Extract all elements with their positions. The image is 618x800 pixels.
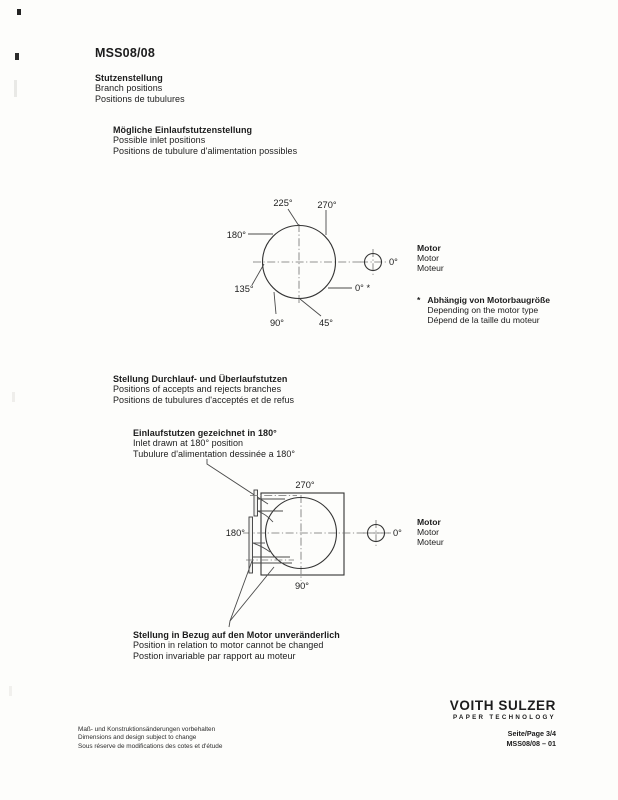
scan-artifact bbox=[17, 9, 21, 15]
section-title-fr: Positions de tubulures bbox=[95, 93, 185, 104]
change-disclaimer bbox=[78, 726, 222, 751]
footnote-de: Abhängig von Motorbaugröße bbox=[427, 295, 551, 305]
inlet-positions-heading bbox=[113, 125, 297, 156]
motor-label-de: Motor bbox=[417, 517, 441, 527]
position-note-fr: Postion invariable par rapport au moteur bbox=[133, 650, 296, 661]
inlet-flange-assembly bbox=[246, 490, 297, 573]
disclaimer-fr: Sous réserve de modifications des cotes et d'étude bbox=[78, 742, 223, 750]
branch-positions-diagram bbox=[195, 455, 410, 632]
angle-label-135: 135° bbox=[234, 284, 254, 294]
position-note-block bbox=[133, 630, 340, 661]
angle-label-0-motor: 0° bbox=[393, 528, 402, 538]
page-number: Seite/Page 3/4 bbox=[507, 729, 556, 738]
motor-label-block-2 bbox=[417, 517, 444, 548]
angle-label-270: 270° bbox=[295, 480, 315, 490]
page-reference-block bbox=[506, 729, 556, 750]
company-logo bbox=[450, 698, 556, 721]
angle-label-0-motor: 0° bbox=[389, 257, 398, 267]
motor-label-en: Motor bbox=[417, 253, 439, 264]
angle-label-180: 180° bbox=[225, 528, 245, 538]
scan-artifact bbox=[9, 686, 12, 696]
disclaimer-en: Dimensions and design subject to change bbox=[78, 734, 197, 742]
angle-label-45: 45° bbox=[318, 318, 334, 328]
section-title-block bbox=[95, 73, 185, 104]
upper-flange-plate bbox=[254, 490, 258, 516]
angle-label-90: 90° bbox=[269, 318, 285, 328]
scan-artifact bbox=[12, 392, 15, 402]
footnote-en: Depending on the motor type bbox=[427, 305, 539, 316]
motor-shaft-icon bbox=[360, 249, 387, 275]
scan-artifact bbox=[15, 53, 19, 60]
angle-label-270: 270° bbox=[317, 200, 337, 210]
angle-label-180: 180° bbox=[226, 230, 246, 240]
document-reference: MSS08/08 – 01 bbox=[506, 739, 556, 749]
inlet-heading-de: Mögliche Einlaufstutzenstellung bbox=[113, 125, 253, 135]
disclaimer-de: Maß- und Konstruktionsänderungen vorbehalten bbox=[78, 726, 216, 733]
footnote-block bbox=[417, 295, 550, 326]
logo-name: VOITH SULZER bbox=[449, 698, 556, 713]
footnote-fr: Dépend de la taille du moteur bbox=[427, 315, 540, 326]
inlet-drawn-de: Einlaufstutzen gezeichnet in 180° bbox=[133, 428, 277, 438]
accepts-heading-de: Stellung Durchlauf- und Überlaufstutzen bbox=[113, 374, 288, 384]
page-title: MSS08/08 bbox=[95, 46, 155, 60]
leader-position-note-1 bbox=[229, 561, 252, 627]
angle-label-225: 225° bbox=[273, 198, 293, 208]
logo-tagline: PAPER TECHNOLOGY bbox=[452, 714, 556, 721]
leader-135 bbox=[252, 264, 264, 285]
leader-90 bbox=[274, 292, 276, 314]
accepts-heading-en: Positions of accepts and rejects branches bbox=[113, 384, 282, 395]
inlet-positions-diagram bbox=[200, 188, 410, 338]
inlet-drawn-fr: Tubulure d'alimentation dessinée a 180° bbox=[133, 448, 296, 459]
position-note-de: Stellung in Bezug auf den Motor unveränderlich bbox=[133, 630, 340, 640]
position-note-en: Position in relation to motor cannot be changed bbox=[133, 640, 324, 651]
footnote-marker: * bbox=[417, 295, 421, 305]
accepts-rejects-heading bbox=[113, 374, 294, 405]
leader-225 bbox=[288, 209, 299, 226]
accepts-heading-fr: Positions de tubulures d'acceptés et de refus bbox=[113, 394, 295, 405]
section-title-de: Stutzenstellung bbox=[95, 73, 163, 83]
leader-inlet-callout bbox=[207, 459, 268, 504]
leader-45 bbox=[300, 299, 321, 316]
inlet-heading-fr: Positions de tubulure d'alimentation possibles bbox=[113, 145, 298, 156]
motor-label-fr: Moteur bbox=[417, 263, 444, 274]
motor-label-de: Motor bbox=[417, 243, 441, 253]
angle-label-90: 90° bbox=[294, 581, 310, 591]
scan-artifact bbox=[14, 80, 17, 97]
motor-label-block-1 bbox=[417, 243, 444, 274]
motor-label-en: Motor bbox=[417, 527, 439, 538]
section-title-en: Branch positions bbox=[95, 83, 163, 94]
angle-label-0-star: 0° * bbox=[355, 283, 371, 293]
inlet-heading-en: Possible inlet positions bbox=[113, 135, 206, 146]
inlet-drawn-en: Inlet drawn at 180° position bbox=[133, 438, 244, 449]
motor-label-fr: Moteur bbox=[417, 537, 444, 548]
leader-position-note-2 bbox=[230, 567, 274, 621]
